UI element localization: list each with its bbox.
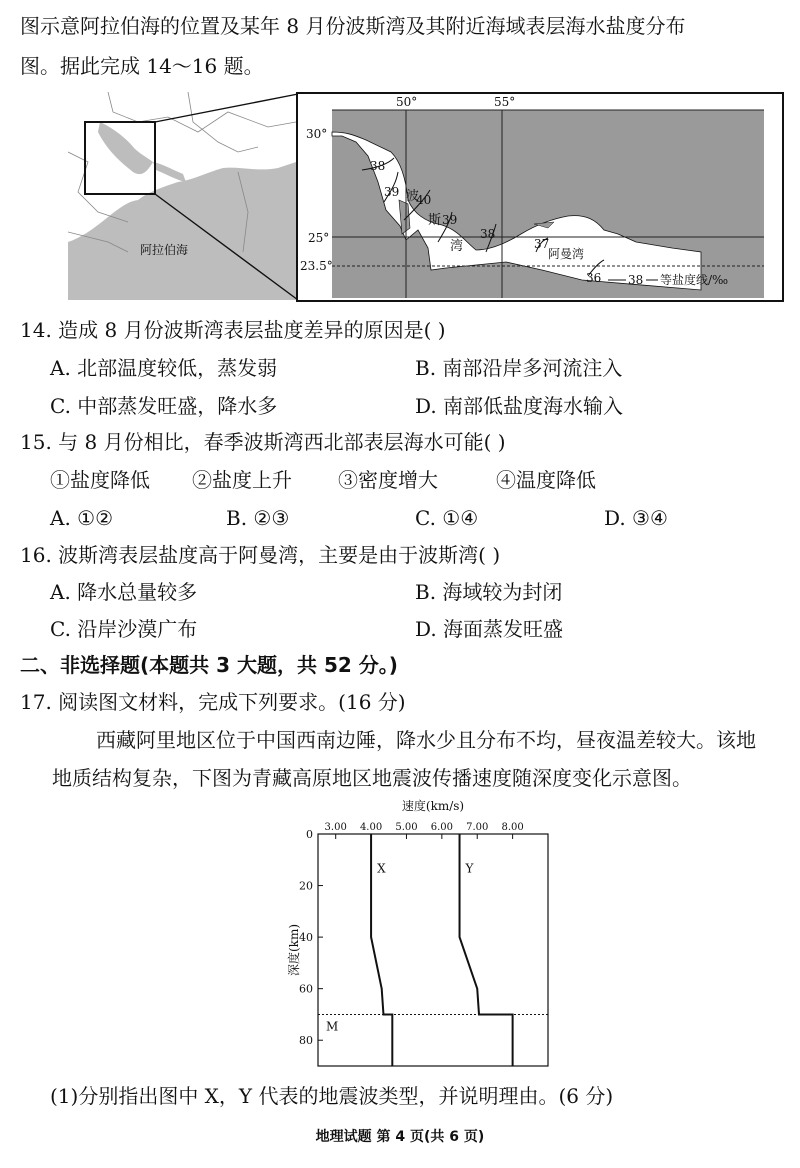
y-tick-label: 40 (299, 931, 313, 945)
x-axis-title: 速度(km/s) (401, 799, 465, 813)
arabian-sea-label: 阿拉伯海 (140, 243, 189, 257)
q16-option-c: C. 沿岸沙漠广布 (50, 617, 198, 641)
salinity-map (296, 92, 784, 302)
y-tick-label: 80 (299, 1034, 313, 1048)
q17-paragraph-line-1: 西藏阿里地区位于中国西南边陲，降水少且分布不均，昼夜温差较大。该地 (96, 728, 756, 752)
series-label-x: X (377, 861, 386, 876)
svg-text:波: 波 (406, 189, 420, 204)
map-connector (150, 92, 302, 302)
q17-paragraph-line-2: 地质结构复杂，下图为青藏高原地区地震波传播速度随深度变化示意图。 (52, 766, 692, 790)
x-tick-label: 4.00 (359, 822, 383, 833)
y-tick-label: 60 (299, 982, 313, 996)
x-tick-label: 3.00 (324, 822, 347, 833)
svg-text:38: 38 (480, 227, 496, 241)
q15-option-d: D. ③④ (604, 506, 668, 530)
q14-stem: 14. 造成 8 月份波斯湾表层盐度差异的原因是( ) (20, 318, 446, 342)
y-tick-label: 20 (299, 879, 313, 893)
q15-option-b: B. ②③ (226, 506, 290, 530)
svg-text:40: 40 (416, 193, 432, 207)
q16-option-a: A. 降水总量较多 (50, 580, 198, 604)
q15-item-3: ③密度增大 (338, 468, 438, 492)
q15-option-c: C. ①④ (415, 506, 479, 530)
x-tick-label: 6.00 (430, 822, 453, 833)
q14-option-c: C. 中部蒸发旺盛，降水多 (50, 394, 278, 418)
svg-text:36: 36 (586, 271, 602, 285)
q15-option-a: A. ①② (50, 506, 114, 530)
svg-text:37: 37 (534, 237, 550, 251)
moho-boundary-label: M (326, 1019, 339, 1034)
q15-item-2: ②盐度上升 (192, 468, 292, 492)
q16-option-d: D. 海面蒸发旺盛 (415, 617, 564, 641)
q16-stem: 16. 波斯湾表层盐度高于阿曼湾，主要是由于波斯湾( ) (20, 543, 501, 567)
svg-text:等盐度线/‰: 等盐度线/‰ (660, 273, 729, 287)
svg-text:湾: 湾 (450, 239, 464, 254)
q14-option-b: B. 南部沿岸多河流注入 (415, 356, 623, 380)
series-label-y: Y (465, 861, 474, 876)
q14-option-d: D. 南部低盐度海水输入 (415, 394, 624, 418)
svg-text:30°: 30° (306, 127, 328, 141)
seismic-velocity-chart (280, 798, 560, 1070)
q15-item-4: ④温度降低 (496, 468, 596, 492)
svg-text:斯: 斯 (428, 213, 442, 228)
q17-sub1: (1)分别指出图中 X，Y 代表的地震波类型，并说明理由。(6 分) (50, 1084, 614, 1108)
x-tick-label: 7.00 (466, 822, 489, 833)
y-tick-label: 0 (306, 828, 313, 841)
x-tick-label: 8.00 (501, 822, 524, 833)
intro-line-2: 图。据此完成 14～16 题。 (20, 54, 264, 78)
svg-text:50°: 50° (396, 95, 418, 109)
q14-option-a: A. 北部温度较低，蒸发弱 (50, 356, 278, 380)
svg-text:阿曼湾: 阿曼湾 (548, 247, 585, 261)
y-axis-title: 深度(km) (287, 923, 301, 977)
svg-text:38: 38 (628, 273, 644, 287)
svg-text:55°: 55° (494, 95, 516, 109)
svg-text:39: 39 (442, 213, 458, 227)
x-tick-label: 5.00 (395, 822, 418, 833)
q16-option-b: B. 海域较为封闭 (415, 580, 563, 604)
svg-text:25°: 25° (308, 231, 330, 245)
q15-stem: 15. 与 8 月份相比，春季波斯湾西北部表层海水可能( ) (20, 430, 506, 454)
svg-text:39: 39 (384, 185, 400, 199)
intro-line-1: 图示意阿拉伯海的位置及某年 8 月份波斯湾及其附近海域表层海水盐度分布 (20, 14, 686, 38)
svg-text:23.5°: 23.5° (300, 259, 333, 273)
svg-text:38: 38 (370, 159, 386, 173)
section2-heading: 二、非选择题(本题共 3 大题，共 52 分。) (20, 653, 398, 677)
q15-item-1: ①盐度降低 (50, 468, 150, 492)
q17-stem: 17. 阅读图文材料，完成下列要求。(16 分) (20, 690, 406, 714)
page-footer: 地理试题 第 4 页(共 6 页) (315, 1129, 485, 1145)
